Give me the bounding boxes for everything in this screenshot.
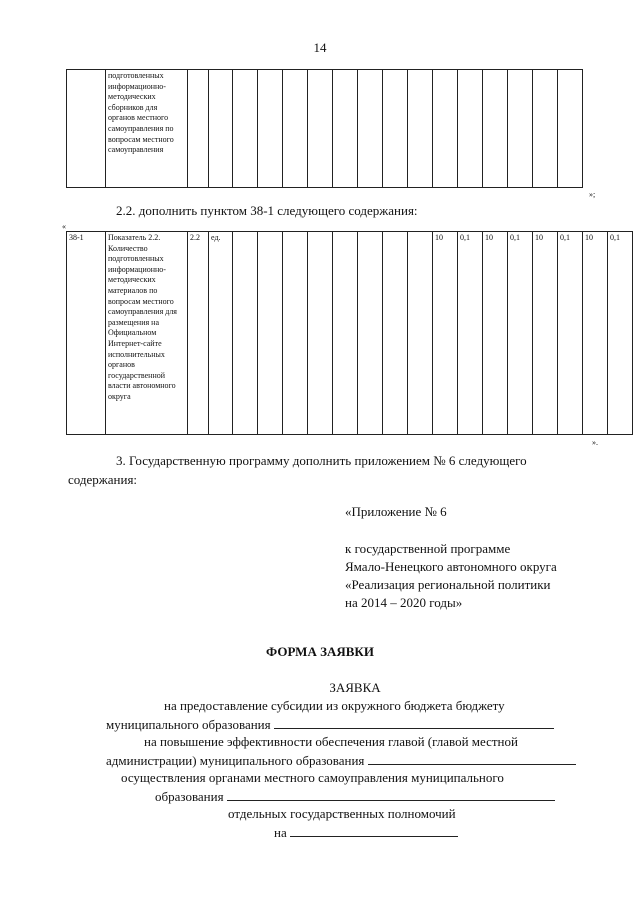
blank-field — [274, 716, 554, 729]
amendment-3-line1: 3. Государственную программу дополнить приложением № 6 следующего — [116, 453, 527, 468]
unit-cell: ед. — [209, 232, 233, 435]
indicator-text: подготовленных информационно-методических сборников для органов местного самоуправления по вопросам местного самоуправления — [106, 70, 188, 188]
value-cell: 0,1 — [458, 232, 483, 435]
zayavka-line: на — [274, 825, 287, 840]
value-cell: 0,1 — [558, 232, 583, 435]
table2-close: ». — [592, 438, 598, 447]
zayavka-line: на предоставление субсидии из окружного бюджета бюджету — [164, 698, 505, 713]
blank-field — [368, 752, 576, 765]
zayavka-title: ЗАЯВКА — [329, 680, 381, 695]
zayavka-line: администрации) муниципального образования — [106, 753, 365, 768]
appendix-line: к государственной программе — [345, 541, 511, 556]
value-cell: 10 — [483, 232, 508, 435]
table-continuation — [66, 69, 583, 188]
table-row — [67, 70, 583, 188]
value-cell: 10 — [433, 232, 458, 435]
zayavka-line: на повышение эффективности обеспечения главой (главой местной — [144, 734, 518, 749]
open-quote: « — [62, 222, 66, 231]
appendix-line: «Реализация региональной политики — [345, 577, 551, 592]
row-number: 38-1 — [67, 232, 106, 435]
blank-field — [227, 788, 555, 801]
indicator-text: Показатель 2.2. Количество подготовленных информационно-методических материалов по вопросам местного самоуправления для размещения на Официальном Интернет-сайте исполнительных органов государственной власти автономного округа — [106, 232, 188, 435]
value-cell: 10 — [583, 232, 608, 435]
zayavka-line: муниципального образования — [106, 717, 271, 732]
zayavka-line: осуществления органами местного самоуправления муниципального — [121, 770, 504, 785]
appendix-line: Ямало-Ненецкого автономного округа — [345, 559, 557, 574]
form-title: ФОРМА ЗАЯВКИ — [266, 644, 374, 659]
value-cell: 10 — [533, 232, 558, 435]
value-cell: 0,1 — [608, 232, 633, 435]
zayavka-line: образования — [155, 789, 224, 804]
value-cell: 0,1 — [508, 232, 533, 435]
indicator-code: 2.2 — [188, 232, 209, 435]
page-number: 14 — [313, 40, 327, 55]
table-row-38-1 — [66, 231, 633, 435]
amendment-2-2: 2.2. дополнить пунктом 38-1 следующего содержания: — [116, 203, 418, 218]
zayavka-line: отдельных государственных полномочий — [228, 806, 456, 821]
table1-close: »; — [589, 190, 596, 199]
appendix-title: «Приложение № 6 — [345, 504, 447, 519]
table-row — [67, 232, 633, 435]
blank-field — [290, 824, 458, 837]
appendix-line: на 2014 – 2020 годы» — [345, 595, 463, 610]
amendment-3-line2: содержания: — [68, 472, 138, 487]
